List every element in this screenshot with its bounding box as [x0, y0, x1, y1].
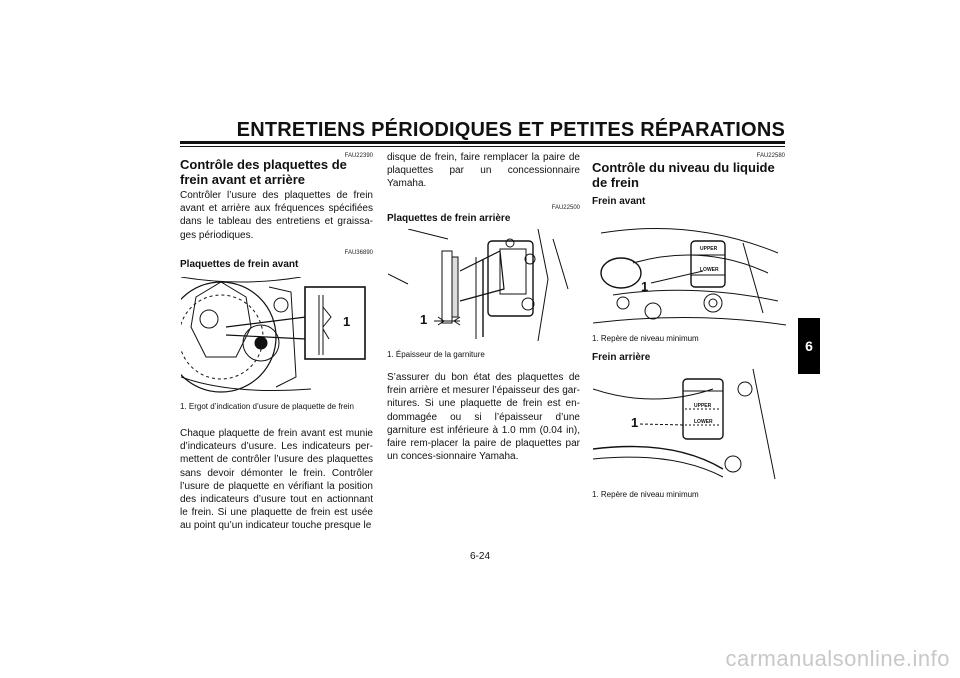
subsection-title: Frein avant: [592, 196, 646, 207]
body-text: S’assurer du bon état des plaquettes de frein arrière et mesurer l’épaisseur des gar-nitures. Si une plaquette de frein est en-dommagée ou si l’épaisseur d’une garniture est inférieure à 1.0 mm (0.04 in), faire rem-placer la paire de plaquettes par un conces-sionnaire Yamaha.: [387, 372, 580, 463]
figure-caption: 1. Repère de niveau minimum: [592, 490, 699, 499]
rear-reservoir-figure: [592, 368, 787, 480]
body-text: Chaque plaquette de frein avant est munie d’indicateurs d’usure. Les indicateurs per-mettent de contrôler l’usure des plaquettes sans devoir démonter le frein. Contrôler l’usure de plaquette en vérifiant la position des indicateurs d’usure tout en actionnant le frein. Si une plaquette de frein est usée au point qu’un indicateur touche presque le: [180, 428, 373, 532]
ref-code: FAU36890: [344, 250, 373, 256]
ref-code: FAU22390: [344, 153, 373, 159]
figure-callout: 1: [343, 314, 351, 329]
figure-caption: 1. Repère de niveau minimum: [592, 334, 699, 343]
section-title: Contrôle des plaquettes de frein avant et arrière: [180, 157, 347, 187]
chapter-tab: 6: [798, 318, 820, 374]
rear-brake-illustration: [388, 229, 581, 341]
figure-callout: 1: [420, 312, 428, 327]
upper-mark: UPPER: [694, 403, 712, 409]
subsection-title: Frein arrière: [592, 352, 651, 363]
figure-callout: 1: [631, 415, 639, 430]
front-pad-figure: [180, 276, 375, 398]
figure-caption: 1. Épaisseur de la garniture: [387, 350, 485, 359]
upper-mark: UPPER: [700, 246, 718, 252]
ref-code: FAU22580: [756, 153, 785, 159]
header-rule: [180, 141, 785, 144]
page-number: 6-24: [469, 551, 490, 562]
header-rule-thin: [180, 146, 785, 147]
page-header: ENTRETIENS PÉRIODIQUES ET PETITES RÉPARATIONS: [236, 119, 785, 141]
lower-mark: LOWER: [700, 267, 719, 273]
section-title: Contrôle du niveau du liquide de frein: [592, 160, 775, 190]
subsection-title: Plaquettes de frein arrière: [387, 213, 511, 224]
figure-caption: 1. Ergot d’indication d’usure de plaquette de frein: [180, 402, 354, 411]
front-brake-illustration: [181, 277, 374, 397]
rear-pad-figure: [387, 228, 582, 342]
intro-text: Contrôler l’usure des plaquettes de frein avant et arrière aux fréquences spécifiées dans le tableau des entretiens et graissa-ges périodiques.: [180, 190, 373, 241]
subsection-title: Plaquettes de frein avant: [180, 259, 299, 270]
body-text-continued: disque de frein, faire remplacer la paire de plaquettes par un concessionnaire Yamaha.: [387, 152, 580, 190]
front-reservoir-figure: [592, 222, 787, 330]
ref-code: FAU22500: [551, 205, 580, 211]
lower-mark: LOWER: [694, 419, 713, 425]
watermark: carmanualsonline.info: [725, 646, 950, 671]
front-reservoir-illustration: [593, 223, 786, 329]
figure-callout: 1: [641, 279, 649, 294]
rear-reservoir-illustration: [593, 369, 786, 479]
